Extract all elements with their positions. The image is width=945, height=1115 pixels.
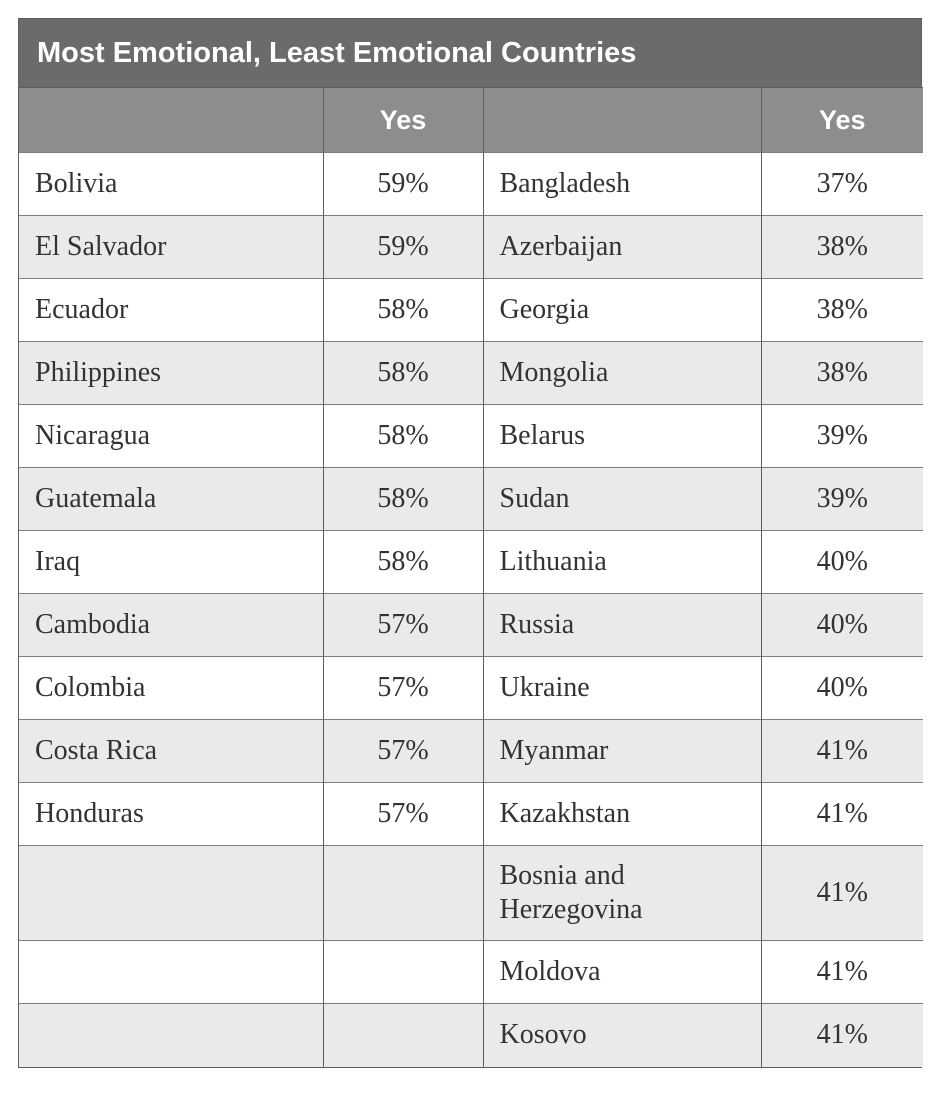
header-country-most	[19, 88, 323, 153]
table-row	[19, 468, 923, 531]
least-emotional-country: Azerbaijan	[483, 216, 761, 279]
most-emotional-yes-pct: 59%	[323, 153, 483, 216]
most-emotional-country: Iraq	[19, 531, 323, 594]
least-emotional-country: Sudan	[483, 468, 761, 531]
table-row	[19, 279, 923, 342]
most-emotional-country: Ecuador	[19, 279, 323, 342]
most-emotional-country: El Salvador	[19, 216, 323, 279]
most-emotional-yes-pct: 58%	[323, 342, 483, 405]
most-emotional-yes-pct: 58%	[323, 405, 483, 468]
table-row	[19, 720, 923, 783]
least-emotional-country: Moldova	[483, 941, 761, 1004]
table-row	[19, 216, 923, 279]
countries-table	[19, 87, 923, 1067]
least-emotional-yes-pct: 37%	[761, 153, 923, 216]
least-emotional-yes-pct: 40%	[761, 657, 923, 720]
header-yes-most: Yes	[323, 88, 483, 153]
least-emotional-yes-pct: 39%	[761, 468, 923, 531]
table-row	[19, 153, 923, 216]
table-row	[19, 783, 923, 846]
most-emotional-country: Cambodia	[19, 594, 323, 657]
least-emotional-country: Kosovo	[483, 1004, 761, 1067]
least-emotional-country: Lithuania	[483, 531, 761, 594]
least-emotional-country: Georgia	[483, 279, 761, 342]
header-row	[19, 88, 923, 153]
most-emotional-yes-pct: 58%	[323, 279, 483, 342]
most-emotional-country: Costa Rica	[19, 720, 323, 783]
most-emotional-yes-pct: 57%	[323, 720, 483, 783]
least-emotional-yes-pct: 41%	[761, 941, 923, 1004]
header-yes-least: Yes	[761, 88, 923, 153]
least-emotional-country: Russia	[483, 594, 761, 657]
most-emotional-country: Honduras	[19, 783, 323, 846]
least-emotional-country: Belarus	[483, 405, 761, 468]
table-row	[19, 846, 923, 941]
table-row	[19, 342, 923, 405]
most-emotional-yes-pct: 58%	[323, 531, 483, 594]
most-emotional-country: Philippines	[19, 342, 323, 405]
table-row	[19, 405, 923, 468]
least-emotional-country: Kazakhstan	[483, 783, 761, 846]
most-emotional-country: Nicaragua	[19, 405, 323, 468]
most-emotional-yes-pct	[323, 941, 483, 1004]
table-body	[19, 153, 923, 1067]
most-emotional-yes-pct: 57%	[323, 783, 483, 846]
table-row	[19, 594, 923, 657]
least-emotional-yes-pct: 41%	[761, 846, 923, 941]
most-emotional-yes-pct	[323, 1004, 483, 1067]
most-emotional-country: Guatemala	[19, 468, 323, 531]
least-emotional-yes-pct: 38%	[761, 216, 923, 279]
most-emotional-country	[19, 1004, 323, 1067]
least-emotional-yes-pct: 38%	[761, 279, 923, 342]
table-row	[19, 941, 923, 1004]
most-emotional-yes-pct: 57%	[323, 657, 483, 720]
least-emotional-yes-pct: 40%	[761, 531, 923, 594]
most-emotional-country: Bolivia	[19, 153, 323, 216]
most-emotional-yes-pct	[323, 846, 483, 941]
table-row	[19, 531, 923, 594]
least-emotional-country: Bosnia and Herzegovina	[483, 846, 761, 941]
least-emotional-country: Bangladesh	[483, 153, 761, 216]
least-emotional-yes-pct: 39%	[761, 405, 923, 468]
table-title: Most Emotional, Least Emotional Countries	[19, 19, 921, 87]
table-row	[19, 1004, 923, 1067]
emotional-countries-table-frame	[18, 18, 922, 1068]
least-emotional-country: Myanmar	[483, 720, 761, 783]
least-emotional-country: Mongolia	[483, 342, 761, 405]
most-emotional-yes-pct: 58%	[323, 468, 483, 531]
least-emotional-yes-pct: 40%	[761, 594, 923, 657]
least-emotional-yes-pct: 38%	[761, 342, 923, 405]
most-emotional-country: Colombia	[19, 657, 323, 720]
most-emotional-country	[19, 941, 323, 1004]
least-emotional-yes-pct: 41%	[761, 1004, 923, 1067]
header-country-least	[483, 88, 761, 153]
table-row	[19, 657, 923, 720]
most-emotional-country	[19, 846, 323, 941]
least-emotional-yes-pct: 41%	[761, 720, 923, 783]
most-emotional-yes-pct: 59%	[323, 216, 483, 279]
least-emotional-yes-pct: 41%	[761, 783, 923, 846]
least-emotional-country: Ukraine	[483, 657, 761, 720]
most-emotional-yes-pct: 57%	[323, 594, 483, 657]
